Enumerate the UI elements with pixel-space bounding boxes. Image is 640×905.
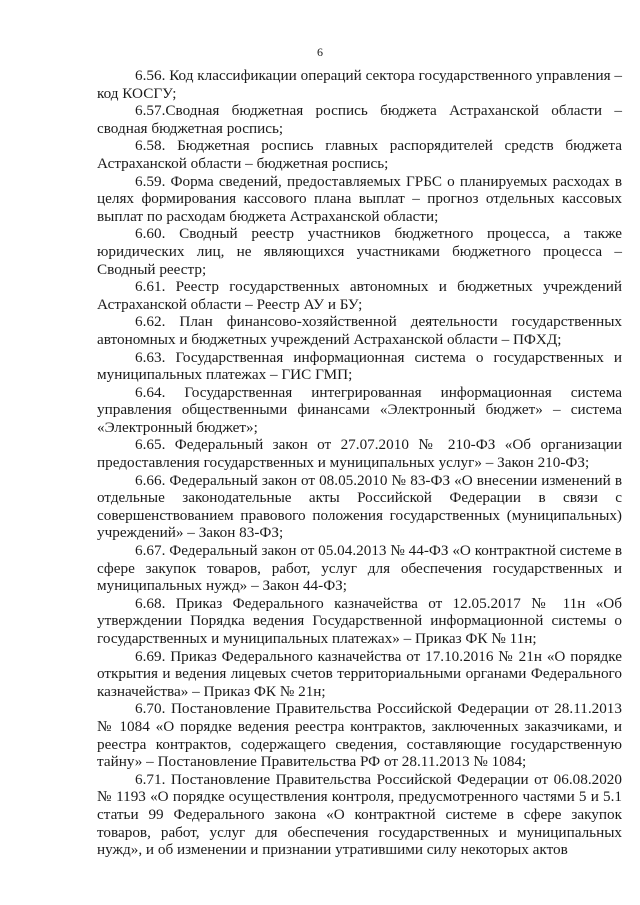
clause-6-60: 6.60. Сводный реестр участников бюджетного процесса, а также юридических лиц, не являющихся участниками бюджетного процесса – Сводный реестр;	[97, 225, 622, 278]
clause-6-63: 6.63. Государственная информационная система о государственных и муниципальных платежах – ГИС ГМП;	[97, 348, 622, 384]
clause-6-59: 6.59. Форма сведений, предоставляемых ГРБС о планируемых расходах в целях формирования кассового плана выплат – прогноз отдельных кассовых выплат по расходам бюджета Астраханской области;	[97, 172, 622, 225]
clause-6-56: 6.56. Код классификации операций сектора государственного управления – код КОСГУ;	[97, 67, 622, 102]
clause-6-62: 6.62. План финансово-хозяйственной деятельности государственных автономных и бюджетных учреждений Астраханской области – ПФХД;	[97, 313, 622, 348]
clause-6-58: 6.58. Бюджетная роспись главных распорядителей средств бюджета Астраханской области – бюджетная роспись;	[97, 137, 622, 172]
document-body	[97, 67, 622, 859]
clause-6-61: 6.61. Реестр государственных автономных и бюджетных учреждений Астраханской области – Реестр АУ и БУ;	[97, 278, 622, 313]
clause-6-67: 6.67. Федеральный закон от 05.04.2013 № 44-ФЗ «О контрактной системе в сфере закупок товаров, работ, услуг для обеспечения государственных и муниципальных нужд» – Закон 44-ФЗ;	[97, 542, 622, 595]
clause-6-66: 6.66. Федеральный закон от 08.05.2010 № 83-ФЗ «О внесении изменений в отдельные законодательные акты Российской Федерации в связи с совершенствованием правового положения государственных (муниципальных) учреждений» – Закон 83-ФЗ;	[97, 471, 622, 542]
clause-6-70: 6.70. Постановление Правительства Российской Федерации от 28.11.2013 № 1084 «О порядке ведения реестра контрактов, заключенных заказчиками, и реестра контрактов, содержащего сведения, составляющие государственную тайну» – Постановление Правительства РФ от 28.11.2013 № 1084;	[97, 700, 622, 771]
clause-6-65: 6.65. Федеральный закон от 27.07.2010 № 210-ФЗ «Об организации предоставления государственных и муниципальных услуг» – Закон 210-ФЗ;	[97, 436, 622, 472]
clause-6-64: 6.64. Государственная интегрированная информационная система управления общественными финансами «Электронный бюджет» – система «Электронный бюджет»;	[97, 383, 622, 436]
clause-6-71: 6.71. Постановление Правительства Российской Федерации от 06.08.2020 № 1193 «О порядке осуществления контроля, предусмотренного частями 5 и 5.1 статьи 99 Федерального закона «О контрактной системе в сфере закупок товаров, работ, услуг для обеспечения государственных и муниципальных нужд», и об изменении и признании утратившими силу некоторых актов	[97, 770, 622, 859]
clause-6-68: 6.68. Приказ Федерального казначейства от 12.05.2017 № 11н «Об утверждении Порядка ведения Государственной информационной системы о государственных и муниципальных платежах» – Приказ ФК № 11н;	[97, 594, 622, 647]
clause-6-57: 6.57.Сводная бюджетная роспись бюджета Астраханской области – сводная бюджетная роспись;	[97, 102, 622, 137]
page-number: 6	[317, 45, 323, 59]
clause-6-69: 6.69. Приказ Федерального казначейства от 17.10.2016 № 21н «О порядке открытия и ведения лицевых счетов территориальными органами Федерального казначейства» – Приказ ФК № 21н;	[97, 647, 622, 700]
